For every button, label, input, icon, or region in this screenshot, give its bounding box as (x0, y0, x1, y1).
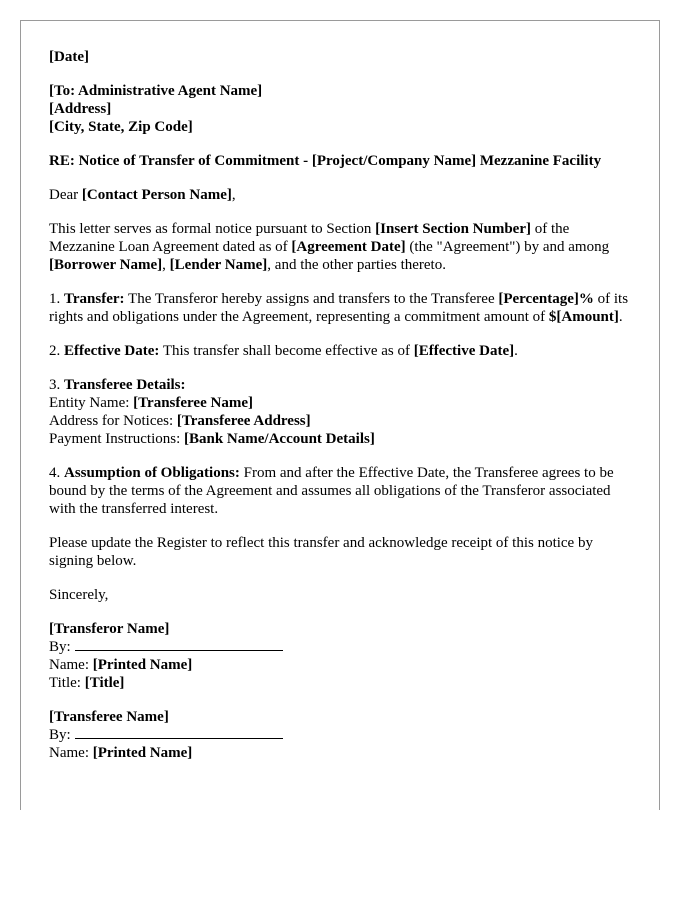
transferee-name-label: Name: (49, 745, 93, 761)
item1-text-3: . (618, 309, 623, 325)
letter-page (20, 20, 660, 810)
item-transferee-details (49, 376, 635, 448)
transferor-signature-line[interactable] (75, 638, 283, 651)
transferee-printed-name: [Printed Name] (92, 745, 193, 761)
lender-name: [Lender Name] (169, 257, 268, 273)
notice-address-value: [Transferee Address] (176, 413, 311, 429)
item-transfer (49, 290, 635, 326)
item4-number: 4. (49, 465, 64, 481)
item2-text-1: This transfer shall become effective as of (159, 343, 414, 359)
item2-text-2: . (514, 343, 518, 359)
item1-number: 1. (49, 291, 64, 307)
transferee-party-name: [Transferee Name] (49, 709, 169, 725)
intro-text-2: of the Mezzanine Loan Agreement dated as of (49, 221, 570, 255)
payment-instructions-value: [Bank Name/Account Details] (184, 431, 375, 447)
borrower-name: [Borrower Name] (49, 257, 163, 273)
subject-line (49, 152, 635, 170)
transferor-signature-block (49, 620, 635, 692)
transferor-printed-name: [Printed Name] (92, 657, 193, 673)
commitment-amount: $[Amount] (548, 309, 619, 325)
recipient-city-state-zip: [City, State, Zip Code] (49, 119, 193, 135)
transferor-name-label: Name: (49, 657, 93, 673)
entity-name-label: Entity Name: (49, 395, 134, 411)
transfer-percentage: [Percentage]% (498, 291, 594, 307)
intro-text-1: This letter serves as formal notice pursuant to Section (49, 221, 376, 237)
payment-instructions-label: Payment Instructions: (49, 431, 184, 447)
intro-text-5: , and the other parties thereto. (267, 257, 446, 273)
transferor-title-value: [Title] (84, 675, 125, 691)
intro-text-4: , (162, 257, 170, 273)
salutation-prefix: Dear (49, 187, 82, 203)
transferor-by-label: By: (49, 639, 71, 655)
item4-text: From and after the Effective Date, the Transferee agrees to be bound by the terms of the Agreement and assumes all obligations of the Transferor associated with the transferred interest. (49, 465, 614, 517)
entity-name-value: [Transferee Name] (133, 395, 253, 411)
item1-heading: Transfer: (64, 291, 125, 307)
subject-text: RE: Notice of Transfer of Commitment - [Project/Company Name] Mezzanine Facility (49, 153, 602, 169)
item3-heading: Transferee Details: (64, 377, 186, 393)
date-line (49, 48, 635, 66)
intro-text-3: (the "Agreement") by and among (405, 239, 610, 255)
sign-off: Sincerely, (49, 587, 109, 603)
recipient-address: [Address] (49, 101, 112, 117)
item1-text-1: The Transferor hereby assigns and transfers to the Transferee (124, 291, 499, 307)
salutation (49, 186, 635, 204)
transferee-signature-line[interactable] (75, 726, 283, 739)
transferee-signature-block (49, 708, 635, 762)
date-placeholder: [Date] (49, 49, 89, 65)
notice-address-label: Address for Notices: (49, 413, 177, 429)
item-assumption (49, 464, 635, 518)
transferee-by-label: By: (49, 727, 71, 743)
item4-heading: Assumption of Obligations: (64, 465, 240, 481)
letter-body (49, 48, 635, 778)
recipient-block (49, 82, 635, 136)
transferor-title-label: Title: (49, 675, 85, 691)
salutation-suffix: , (231, 187, 236, 203)
recipient-name: [To: Administrative Agent Name] (49, 83, 263, 99)
effective-date: [Effective Date] (413, 343, 515, 359)
agreement-date: [Agreement Date] (291, 239, 406, 255)
item-effective-date (49, 342, 635, 360)
transferor-party-name: [Transferor Name] (49, 621, 170, 637)
item3-number: 3. (49, 377, 64, 393)
contact-name: [Contact Person Name] (81, 187, 232, 203)
intro-paragraph (49, 220, 635, 274)
item2-number: 2. (49, 343, 64, 359)
item1-text-2: of its rights and obligations under the Agreement, representing a commitment amount of (49, 291, 629, 325)
item2-heading: Effective Date: (64, 343, 160, 359)
section-number: [Insert Section Number] (375, 221, 531, 237)
closing-request: Please update the Register to reflect this transfer and acknowledge receipt of this notice by signing below. (49, 535, 593, 569)
